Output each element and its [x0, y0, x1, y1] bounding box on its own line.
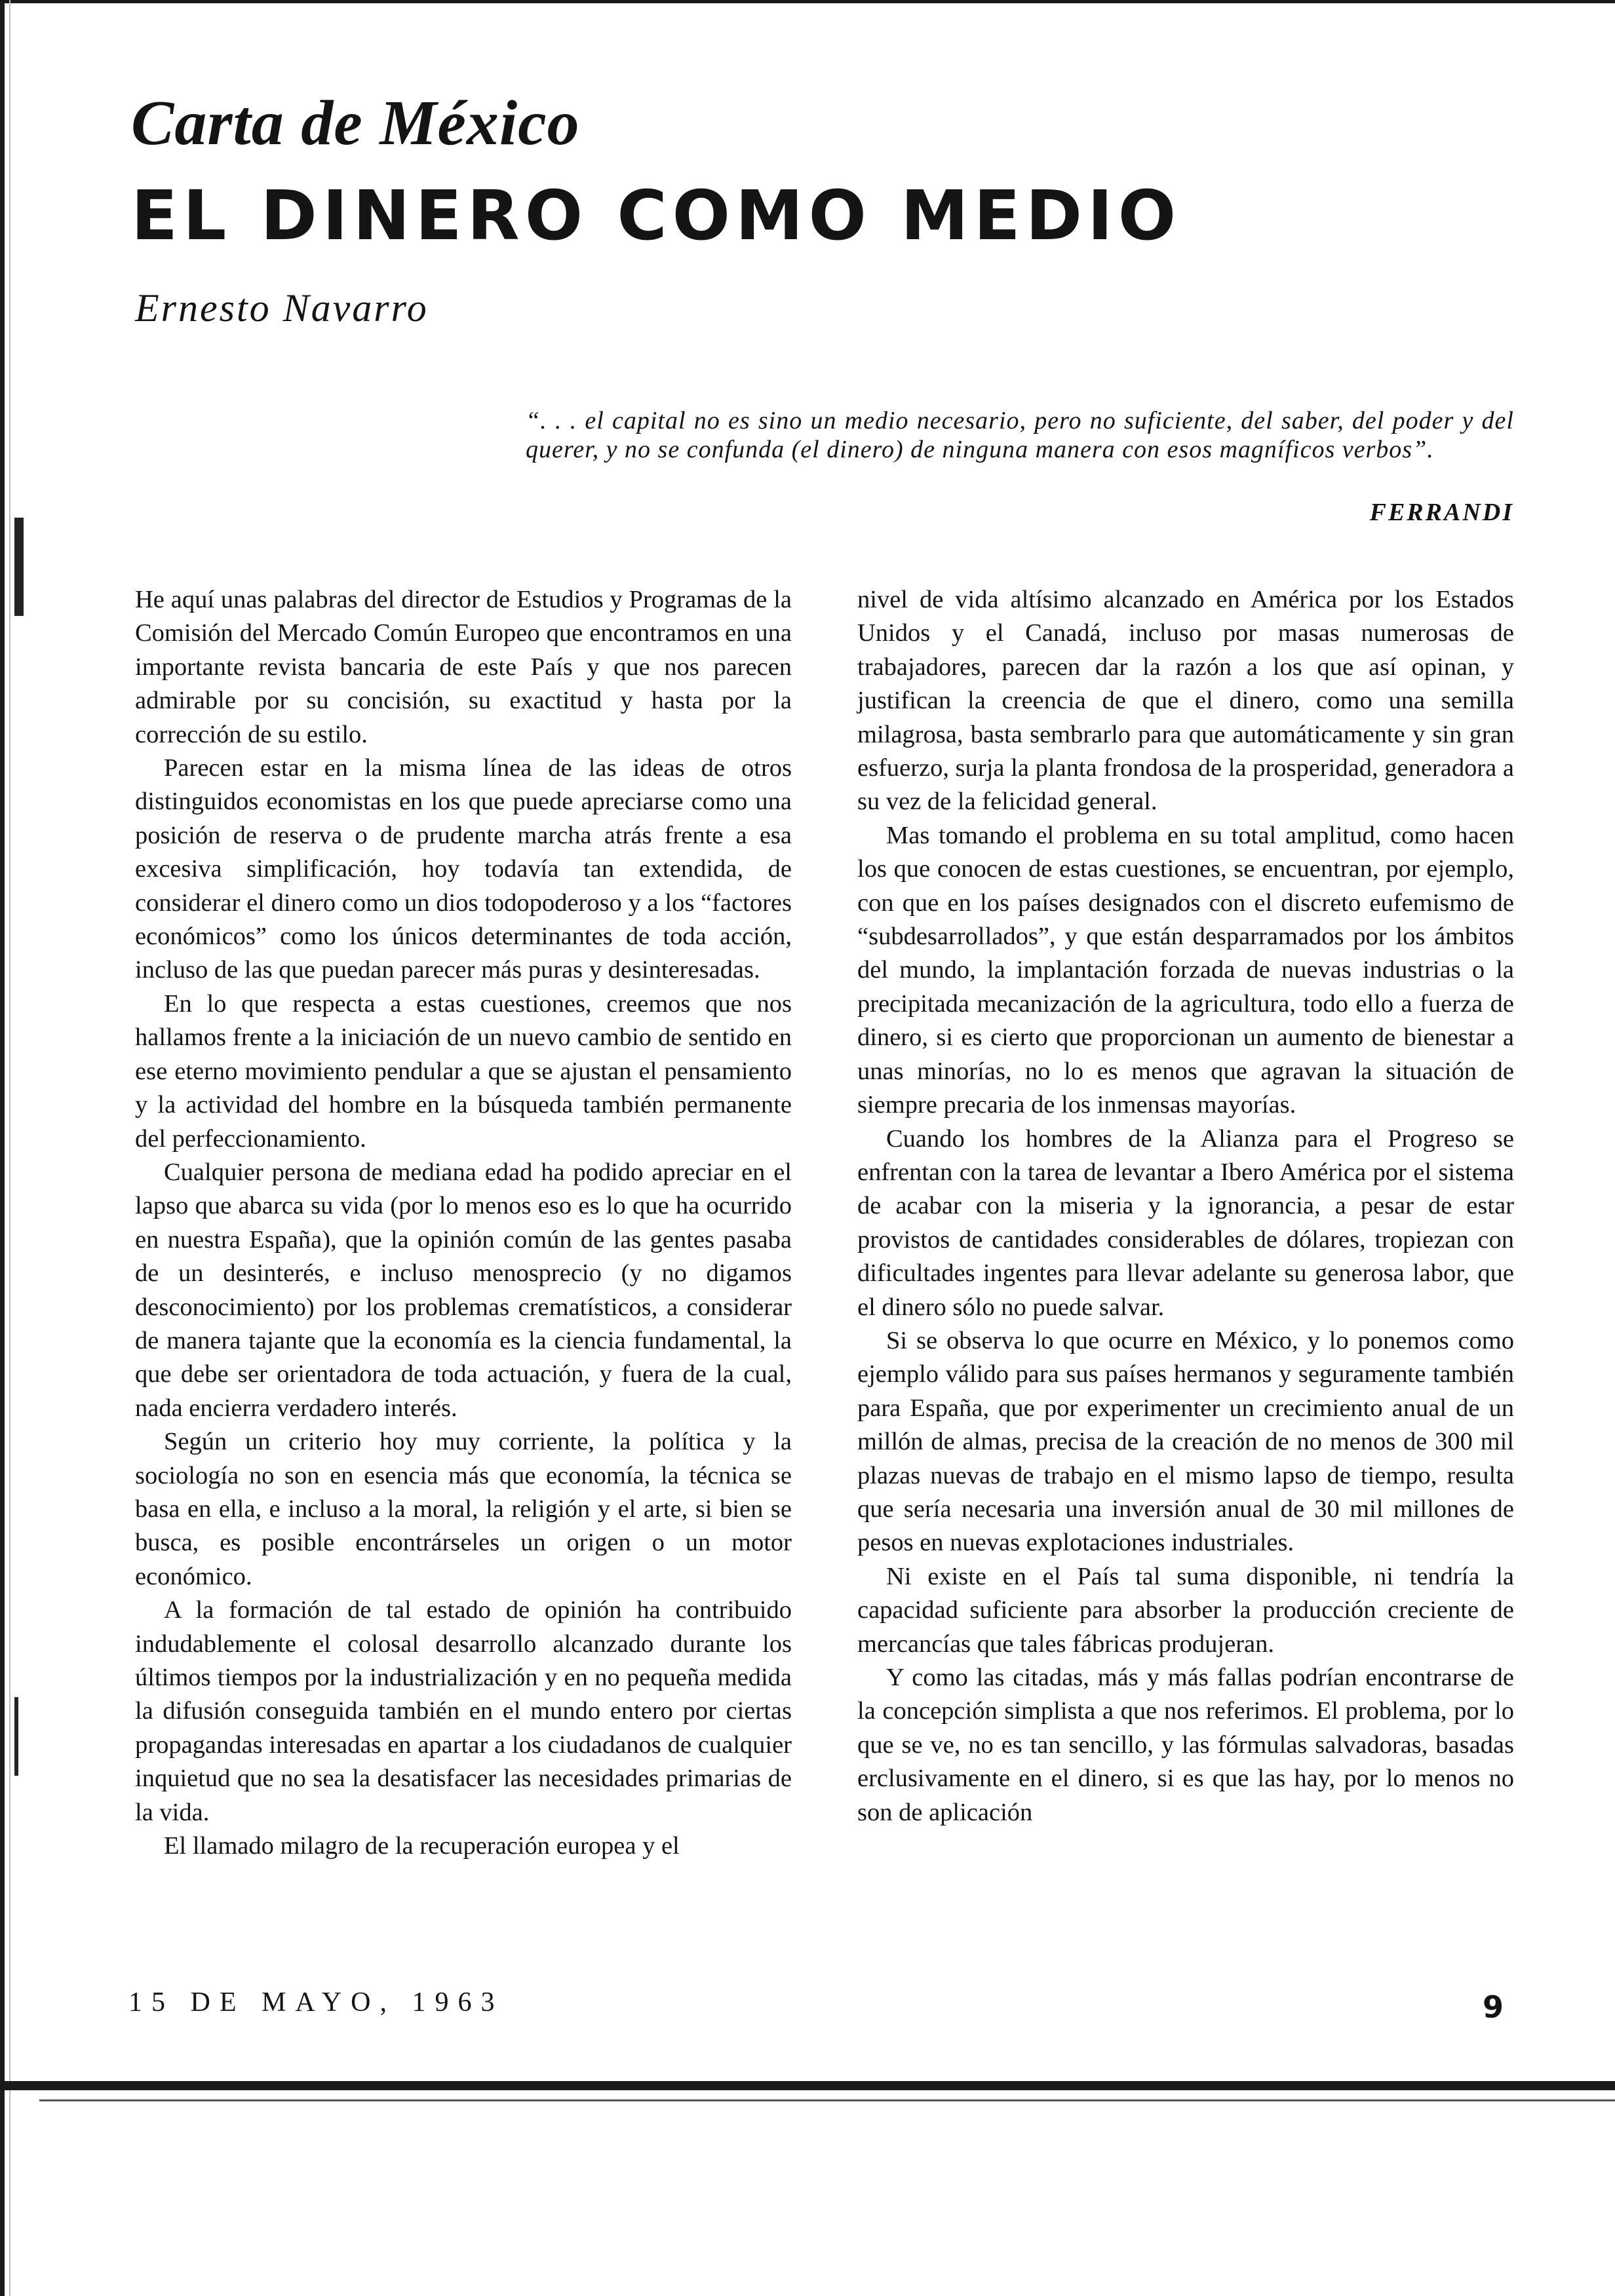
section-kicker: Carta de México	[131, 88, 580, 159]
scan-edge-left	[0, 0, 5, 2296]
paragraph: Ni existe en el País tal suma disponible, ni tendría la capacidad suficiente para absorber la producción creciente de mercancías que tales fábricas produjeran.	[857, 1562, 1514, 1658]
issue-date: 15 DE MAYO, 1963	[128, 1987, 504, 2018]
margin-mark	[14, 1697, 18, 1776]
article-title: EL DINERO COMO MEDIO	[131, 176, 1182, 256]
margin-mark	[14, 518, 24, 616]
epigraph-quote: “. . . el capital no es sino un medio necesario, pero no suficiente, del saber, del poder y del querer, y no se confunda (el dinero) de ninguna manera con esos magníficos verbos”.	[526, 407, 1514, 463]
paragraph: El llamado milagro de la recuperación europea y el	[164, 1832, 680, 1860]
scan-edge-top	[0, 0, 1615, 3]
paragraph: nivel de vida altísimo alcanzado en América por los Estados Unidos y el Canadá, incluso por masas numerosas de trabajadores, parecen dar la razón a los que así opinan, y justifican la creencia de que el dinero, como una semilla milagrosa, basta sembrarlo para que automáticamente y sin gran esfuerzo, surja la planta frondosa de la prosperidad, generadora a su vez de la felicidad general.	[857, 586, 1514, 816]
paragraph: A la formación de tal estado de opinión ha contribuido indudablemente el colosal desarrollo alcanzado durante los últimos tiempos por la industrialización y en no pequeña medida la difusión conseguida también en el mundo entero por ciertas propagandas interesadas en apartar a los ciudadanos de cualquier inquietud que no sea la desatisfacer las necesidades primarias de la vida.	[135, 1596, 792, 1826]
paragraph: En lo que respecta a estas cuestiones, creemos que nos hallamos frente a la iniciación de un nuevo cambio de sentido en ese eterno movimiento pendular a que se ajustan el pensamiento y la actividad del hombre en la búsqueda también permanente del perfeccionamiento.	[135, 989, 792, 1153]
page-number: 9	[1483, 1989, 1504, 2025]
scan-edge-left-inner	[9, 0, 10, 2296]
bottom-rule-thin	[39, 2099, 1615, 2101]
article-author: Ernesto Navarro	[135, 286, 429, 330]
paragraph: Cuando los hombres de la Alianza para el Progreso se enfrentan con la tarea de levantar a Ibero América por el sistema de acabar con la miseria y la ignorancia, a pesar de estar provistos de cantidades considerables de dólares, tropiezan con dificultades ingentes para llevar adelante su generosa labor, que el dinero sólo no puede salvar.	[857, 1124, 1514, 1321]
paragraph: Cualquier persona de mediana edad ha podido apreciar en el lapso que abarca su vida (por lo menos eso es lo que ha ocurrido en nuestra España), que la opinión común de las gentes pasaba de un desinterés, e incluso menosprecio (y no digamos desconocimiento) por los problemas crematísticos, a considerar de manera tajante que la economía es la ciencia fundamental, la que debe ser orientadora de toda actuación, y fuera de la cual, nada encierra verdadero interés.	[135, 1158, 792, 1422]
paragraph: Parecen estar en la misma línea de las ideas de otros distinguidos economistas en los que puede apreciarse como una posición de reserva o de prudente marcha atrás frente a esa excesiva simplificación, hoy todavía tan extendida, de considerar el dinero como un dios todopoderoso y a los “factores económicos” como los únicos determinantes de toda acción, incluso de las que puedan parecer más puras y desinteresadas.	[135, 754, 792, 984]
epigraph-source: FERRANDI	[1369, 499, 1514, 526]
paragraph: Si se observa lo que ocurre en México, y lo ponemos como ejemplo válido para sus países hermanos y seguramente también para España, que por experimenter un crecimiento anual de un millón de almas, precisa de la creación de no menos de 300 mil plazas nuevas de trabajo en el mismo lapso de tiempo, resulta que sería necesaria una inversión anual de 30 mil millones de pesos en nuevas explotaciones industriales.	[857, 1326, 1514, 1557]
body-column-right	[857, 583, 1514, 1829]
paragraph: Mas tomando el problema en su total amplitud, como hacen los que conocen de estas cuestiones, se encuentran, por ejemplo, con que en los países designados con el discreto eufemismo de “subdesarrollados”, y que están desparramados por los ámbitos del mundo, la implantación forzada de nuevas industrias o la precipitada mecanización de la agricultura, todo ello a fuerza de dinero, si es cierto que proporcionan un aumento de bienestar a unas minorías, no lo es menos que agravan la situación de siempre precaria de los inmensas mayorías.	[857, 821, 1514, 1119]
body-column-left	[135, 583, 792, 1863]
paragraph: He aquí unas palabras del director de Estudios y Programas de la Comisión del Mercado Común Europeo que encontramos en una importante revista bancaria de este País y que nos parecen admirable por su concisión, su exactitud y hasta por la corrección de su estilo.	[135, 586, 792, 748]
bottom-rule	[0, 2081, 1615, 2090]
paragraph: Y como las citadas, más y más fallas podrían encontrarse de la concepción simplista a que nos referimos. El problema, por lo que se ve, no es tan sencillo, y las fórmulas salvadoras, basadas erclusivamente en el dinero, si es que las hay, por lo menos no son de aplicación	[857, 1664, 1514, 1826]
paragraph: Según un criterio hoy muy corriente, la política y la sociología no son en esencia más que economía, la técnica se basa en ella, e incluso a la moral, la religión y el arte, si bien se busca, es posible encontrárseles un origen o un motor económico.	[135, 1428, 792, 1590]
